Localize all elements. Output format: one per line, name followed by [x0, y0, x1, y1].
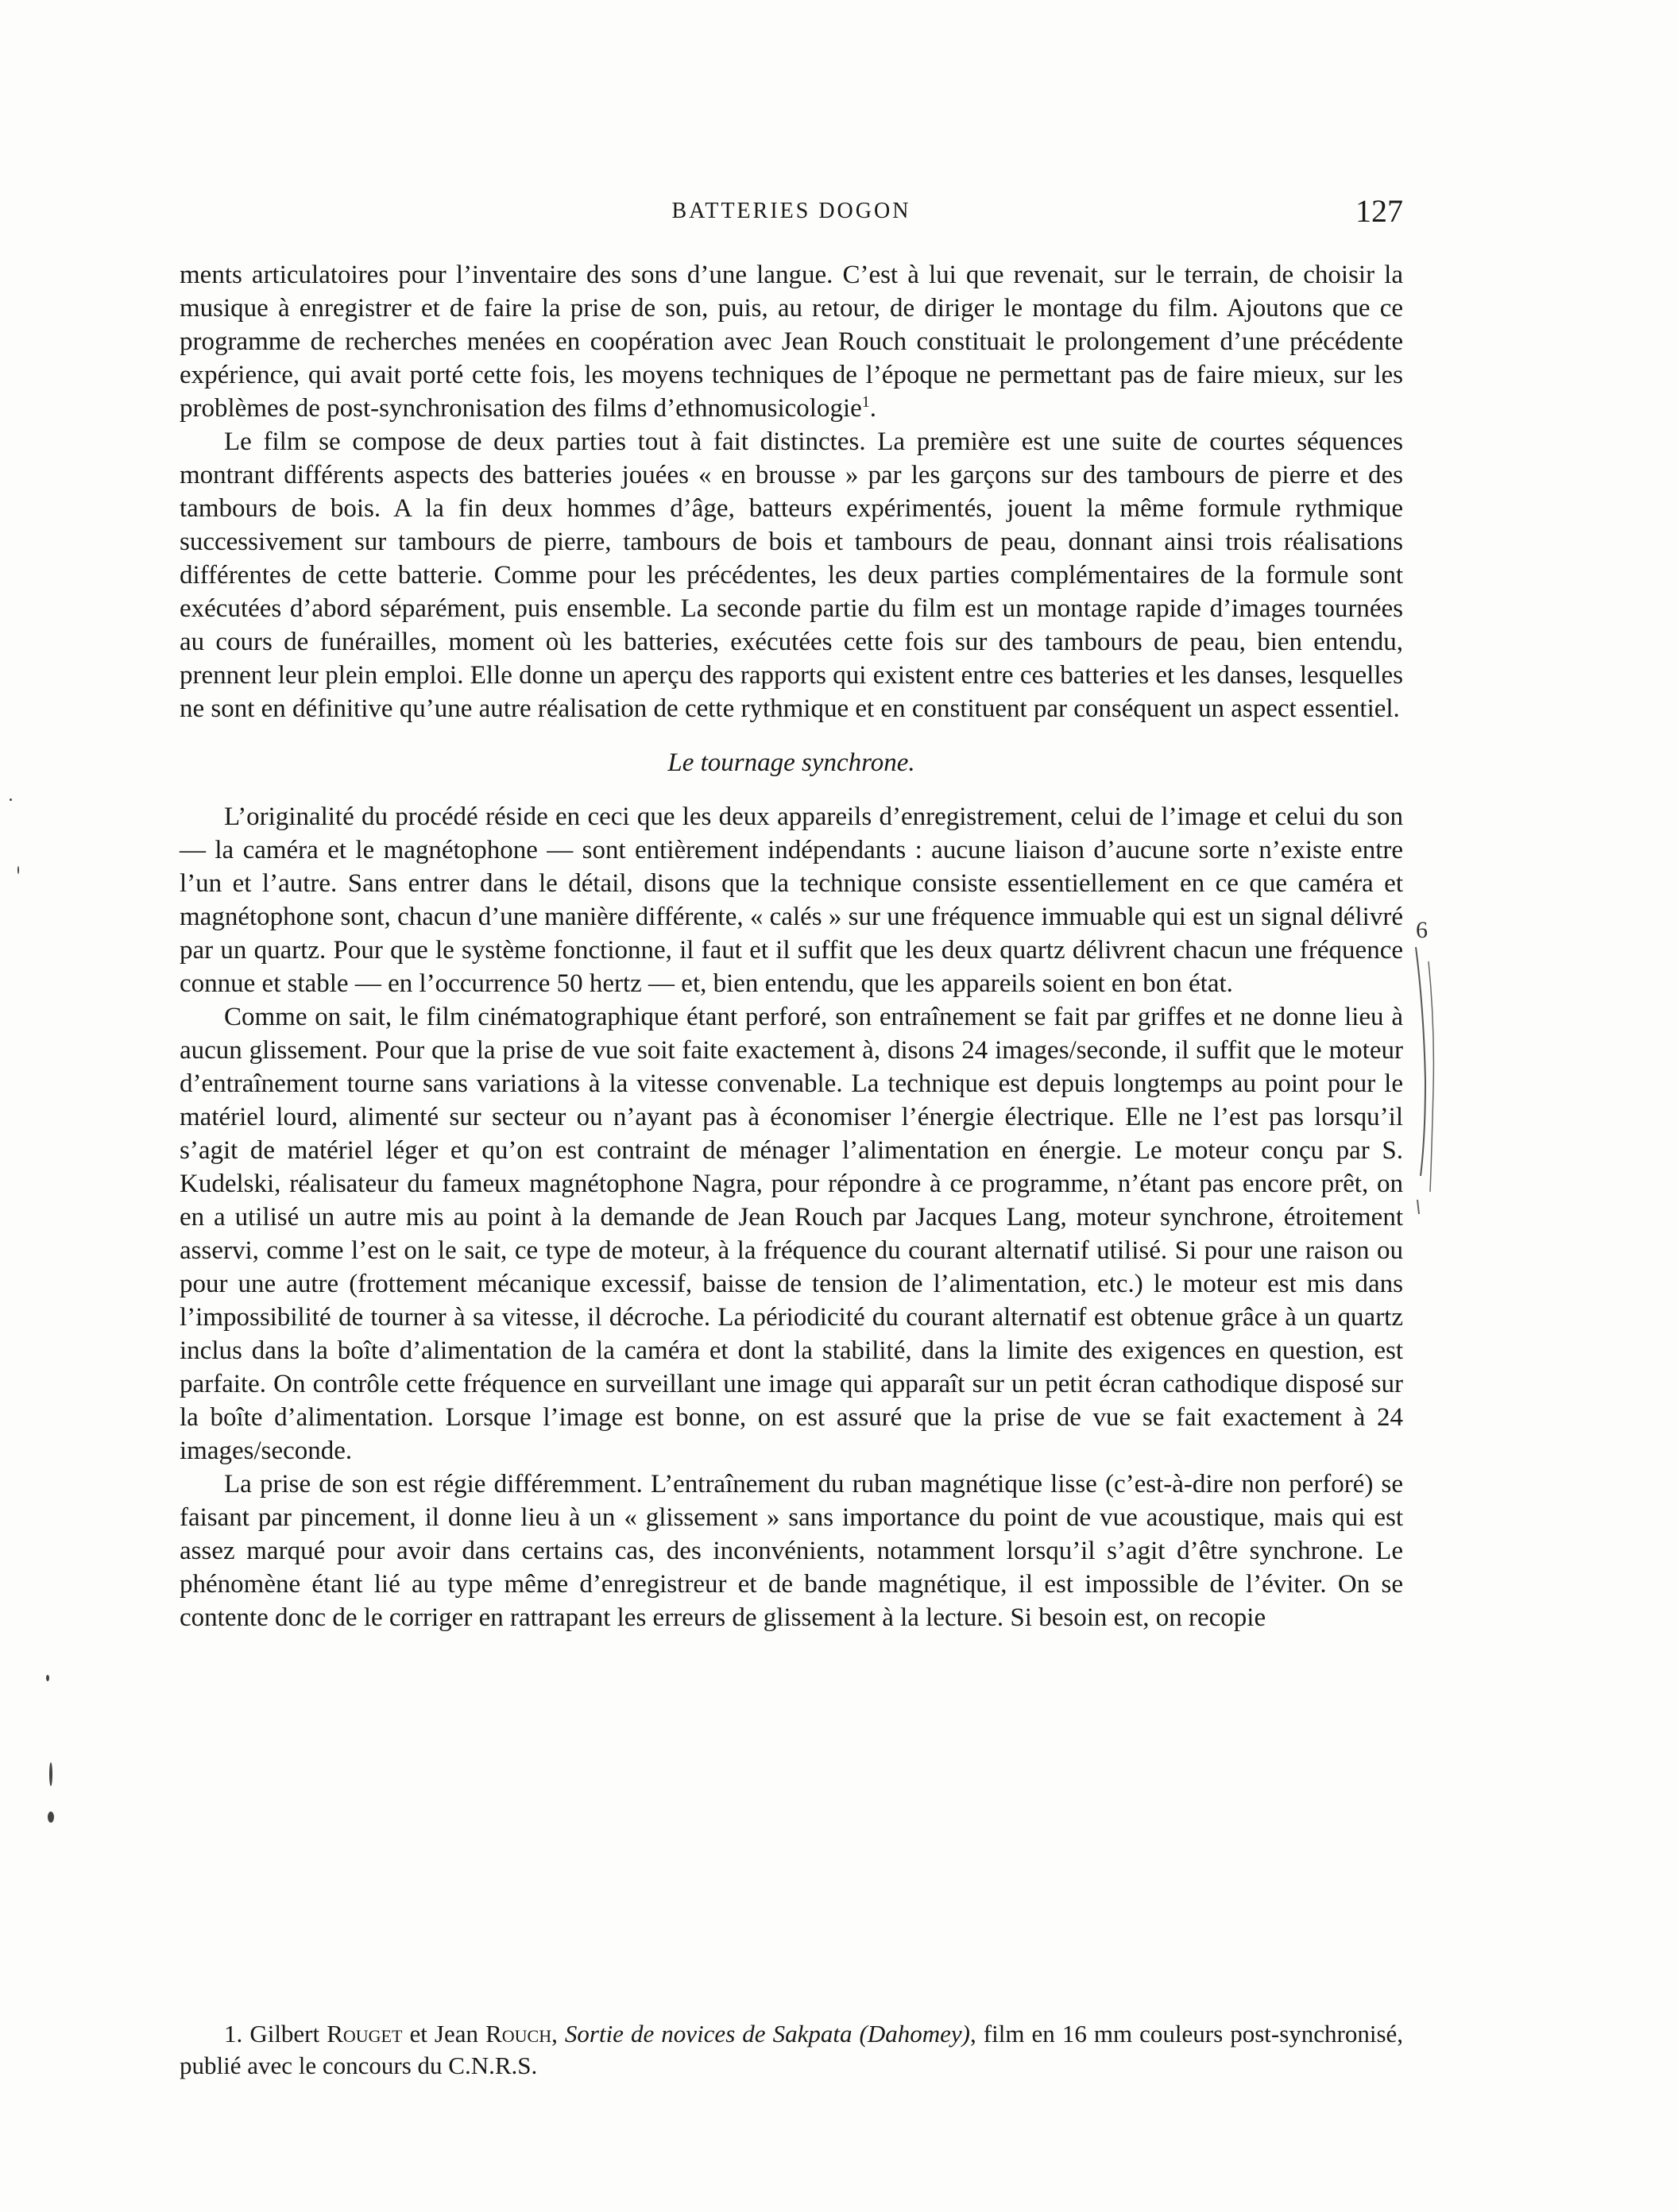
footnote-number: 1. — [224, 2020, 243, 2048]
section-title: Le tournage synchrone. — [667, 748, 915, 777]
paragraph-text: ments articulatoires pour l’inventaire des sons d’une langue. C’est à lui que revenait, sur le terrain, de choisir la musique à enregistrer et de faire la prise de son, puis, au retour, de diriger le montage du film. Ajoutons que ce programme de recherches menées en coopération avec Jean Rouch constituait le prolongement d’une précédente expérience, qui avait porté cette fois, les moyens techniques de l’époque ne permettant pas de faire mieux, sur les problèmes de post-synchronisation des films d’ethnomusicologie — [180, 261, 1403, 423]
footnote-author1-first: Gilbert — [249, 2020, 320, 2048]
page-speck — [17, 866, 19, 874]
page-header — [180, 193, 1403, 230]
footnote-film-title: Sortie de novices de Sakpata (Dahomey) — [564, 2020, 970, 2048]
handwritten-margin-annotation — [1406, 914, 1438, 1216]
footnote-author2-first: Jean — [434, 2020, 478, 2048]
paragraph — [180, 258, 1403, 425]
margin-pencil-marks-icon — [1406, 914, 1438, 1216]
page-speck — [46, 1675, 49, 1681]
page-speck — [10, 799, 12, 801]
paragraph: Comme on sait, le film cinématographique étant perforé, son entraînement se fait par griffes et ne donne lieu à aucun glissement. Pour que la prise de vue soit faite exactement à, disons 24 images/seconde, il suffit que le moteur d’entraînement tourne sans variations à la vitesse convenable. La technique est depuis longtemps au point pour le matériel lourd, alimenté sur secteur ou n’ayant pas à économiser l’énergie électrique. Elle ne l’est pas lorsqu’il s’agit de matériel léger et qu’on est contraint de ménager l’alimentation en énergie. Le moteur conçu par S. Kudelski, réalisateur du fameux magnétophone Nagra, pour répondre à ce programme, n’étant pas encore prêt, on en a utilisé un autre mis au point à la demande de Jean Rouch par Jacques Lang, moteur synchrone, étroitement asservi, comme l’est on le sait, ce type de moteur, à la fréquence du courant alternatif utilisé. Si pour une raison ou pour une autre (frottement mécanique excessif, baisse de tension de l’alimentation, etc.) le moteur est mis dans l’impossibilité de tourner à sa vitesse, il décroche. La périodicité du courant alternatif est obtenue grâce à un quartz inclus dans la boîte d’alimentation de la caméra et dont la stabilité, dans la limite des exigences en question, est parfaite. On contrôle cette fréquence en surveillant une image qui apparaît sur un petit écran cathodique disposé sur la boîte d’alimentation. Lorsque l’image est bonne, on est assuré que la prise de vue se fait exactement à 24 images/seconde. — [180, 1003, 1403, 1465]
footnote-author1-last: Rouget — [327, 2020, 403, 2048]
page-speck — [48, 1812, 54, 1823]
footnote — [180, 2018, 1403, 2082]
running-title: BATTERIES DOGON — [671, 199, 911, 223]
body-text — [180, 258, 1403, 1634]
footnote-reference[interactable]: 1 — [861, 393, 870, 411]
paragraph: La prise de son est régie différemment. L’entraînement du ruban magnétique lisse (c’est-à-dire non perforé) se faisant par pincement, il donne lieu à un « glissement » sans importance du point de vue acoustique, mais qui est assez marqué pour avoir dans certains cas, des inconvénients, notamment lorsqu’il s’agit d’être synchrone. Le phénomène étant lié au type même d’enregistreur et de bande magnétique, il est impossible de l’éviter. On se contente donc de le corriger en rattrapant les erreurs de glissement à la lecture. Si besoin est, on recopie — [180, 1470, 1403, 1632]
footnote-comma: , — [551, 2020, 565, 2048]
paragraph-trailer: . — [869, 394, 877, 423]
footnote-rest: , film en 16 mm couleurs post-synchronisé, publié avec le concours du C.N.R.S. — [180, 2020, 1404, 2079]
footnote-author2-last: Rouch — [485, 2020, 552, 2048]
footnote-connector: et — [409, 2020, 427, 2048]
page-speck — [49, 1762, 52, 1786]
paragraph: Le film se compose de deux parties tout à fait distinctes. La première est une suite de courtes séquences montrant différents aspects des batteries jouées « en brousse » par les garçons sur des tambours de pierre et des tambours de bois. A la fin deux hommes d’âge, batteurs expérimentés, jouent la même formule rythmique successivement sur tambours de pierre, tambours de bois et tambours de peau, donnant ainsi trois réalisations différentes de cette batterie. Comme pour les précédentes, les deux parties complémentaires de la formule sont exécutées d’abord séparément, puis ensemble. La seconde partie du film est un montage rapide d’images tournées au cours de funérailles, moment où les batteries, exécutées cette fois sur des tambours de peau, bien entendu, prennent leur plein emploi. Elle donne un aperçu des rapports qui existent entre ces batteries et les danses, lesquelles ne sont en définitive qu’une autre réalisation de cette rythmique et en constituent par conséquent un aspect essentiel. — [180, 427, 1403, 723]
margin-annotation-text: 6 — [1416, 917, 1428, 943]
page-number: 127 — [1355, 193, 1403, 229]
paragraph: L’originalité du procédé réside en ceci que les deux appareils d’enregistrement, celui de l’image et celui du son — la caméra et le magnétophone — sont entièrement indépendants : aucune liaison d’aucune sorte n’existe entre l’un et l’autre. Sans entrer dans le détail, disons que la technique consiste essentiellement en ce que caméra et magnétophone sont, chacun d’une manière différente, « calés » sur une fréquence immuable qui est un signal délivré par un quartz. Pour que le système fonctionne, il faut et il suffit que les deux quartz délivrent chacun une fréquence connue et stable — en l’occurrence 50 hertz — et, bien entendu, que les appareils soient en bon état. — [180, 802, 1403, 998]
